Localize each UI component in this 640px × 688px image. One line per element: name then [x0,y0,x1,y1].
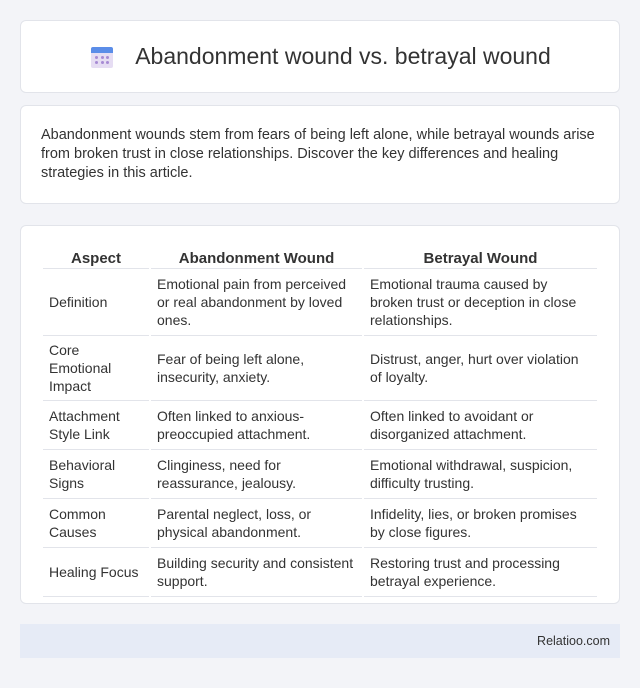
table-cell: Restoring trust and processing betrayal experience. [364,548,597,597]
table-row [43,499,597,548]
table-cell: Emotional pain from perceived or real abandonment by loved ones. [151,269,362,336]
title-card [20,20,620,93]
table-cell: Emotional trauma caused by broken trust or deception in close relationships. [364,269,597,336]
table-row [43,450,597,499]
calendar-icon [89,44,115,70]
column-header: Abandonment Wound [151,246,362,269]
table-cell: Often linked to avoidant or disorganized attachment. [364,401,597,450]
column-header: Betrayal Wound [364,246,597,269]
table-row [43,336,597,401]
table-row [43,548,597,597]
table-cell: Building security and consistent support. [151,548,362,597]
table-cell: Definition [43,269,149,336]
table-cell: Attachment Style Link [43,401,149,450]
intro-text: Abandonment wounds stem from fears of being left alone, while betrayal wounds arise from broken trust in close relationships. Discover the key differences and healing strategies in this article. [41,127,595,181]
table-cell: Fear of being left alone, insecurity, anxiety. [151,336,362,401]
page-title: Abandonment wound vs. betrayal wound [135,43,551,69]
comparison-table [41,246,599,597]
table-row [43,269,597,336]
table-cell: Parental neglect, loss, or physical abandonment. [151,499,362,548]
table-cell: Distrust, anger, hurt over violation of loyalty. [364,336,597,401]
footer [20,624,620,658]
table-cell: Healing Focus [43,548,149,597]
table-cell: Common Causes [43,499,149,548]
table-cell: Infidelity, lies, or broken promises by close figures. [364,499,597,548]
comparison-table-card [20,225,620,604]
intro-card [20,105,620,204]
table-cell: Behavioral Signs [43,450,149,499]
table-cell: Clinginess, need for reassurance, jealousy. [151,450,362,499]
table-cell: Often linked to anxious-preoccupied attachment. [151,401,362,450]
table-row [43,401,597,450]
table-cell: Emotional withdrawal, suspicion, difficulty trusting. [364,450,597,499]
footer-brand: Relatioo.com [537,634,610,648]
column-header: Aspect [43,246,149,269]
table-cell: Core Emotional Impact [43,336,149,401]
table-header-row [43,246,597,269]
